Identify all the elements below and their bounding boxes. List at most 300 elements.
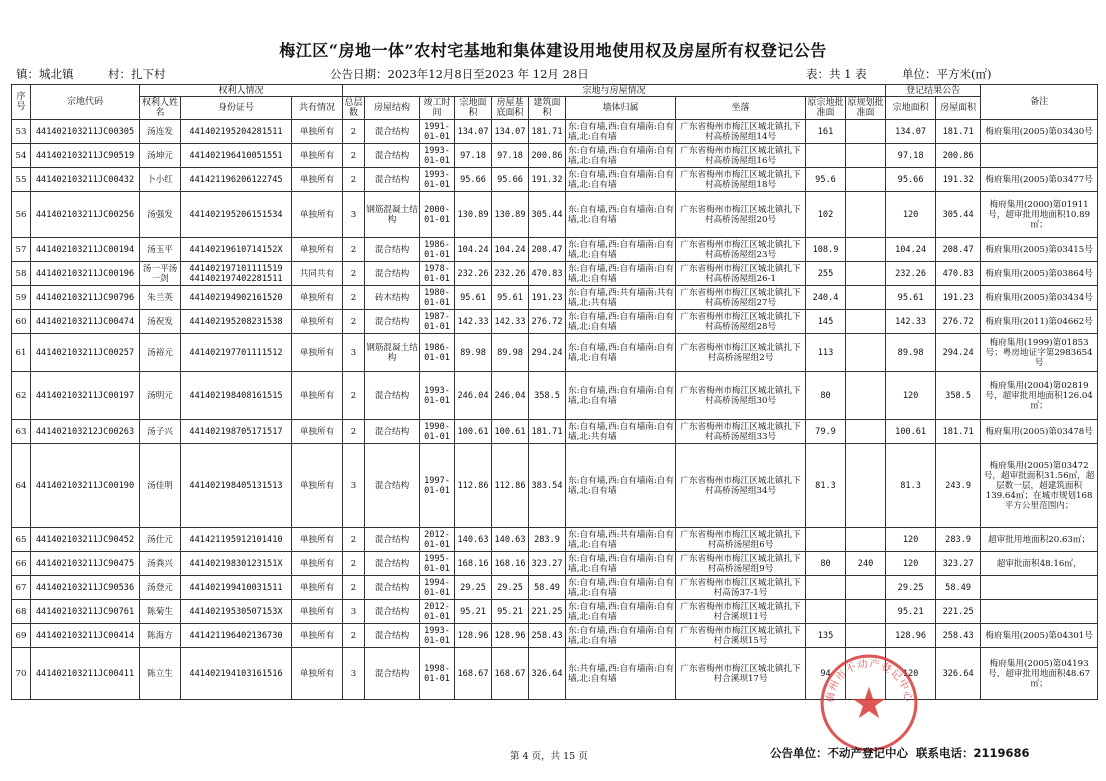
row-share: 共同共有	[292, 262, 343, 286]
row-orig-plan	[846, 576, 886, 600]
row-building-area: 208.47	[529, 238, 566, 262]
row-id: 441402199410031511	[181, 576, 292, 600]
row-walls: 东:自有墙,西:自有墙南:自有墙,北:自有墙	[566, 238, 676, 262]
row-base-area: 128.96	[492, 624, 529, 648]
row-location: 广东省梅州市梅江区城北镇扎下村高桥汤屋组14号	[676, 120, 806, 144]
row-floors: 2	[343, 120, 365, 144]
row-seq: 59	[12, 286, 31, 310]
row-seq: 69	[12, 624, 31, 648]
row-seq: 66	[12, 552, 31, 576]
row-reg-house: 191.32	[936, 168, 981, 192]
row-reg-house: 200.86	[936, 144, 981, 168]
row-completed: 1994-01-01	[420, 576, 455, 600]
row-reg-land: 95.61	[886, 286, 936, 310]
contact-phone: 联系电话：2119686	[916, 746, 1030, 760]
row-parcel-code: 441402103211JC00432	[31, 168, 140, 192]
row-remark: 梅府集用(2005)第03477号	[981, 168, 1098, 192]
row-base-area: 232.26	[492, 262, 529, 286]
row-seq: 55	[12, 168, 31, 192]
row-structure: 混合结构	[365, 576, 420, 600]
row-reg-land: 134.07	[886, 120, 936, 144]
row-land-area: 95.21	[455, 600, 492, 624]
row-structure: 混合结构	[365, 372, 420, 420]
row-base-area: 29.25	[492, 576, 529, 600]
row-floors: 3	[343, 444, 365, 528]
row-base-area: 95.66	[492, 168, 529, 192]
row-reg-house: 181.71	[936, 420, 981, 444]
row-location: 广东省梅州市梅江区城北镇扎下村高桥汤屋组9号	[676, 552, 806, 576]
unit-label: 单位：平方米(㎡)	[902, 67, 992, 81]
row-remark: 梅府集用(2005)第03430号	[981, 120, 1098, 144]
row-reg-house: 470.83	[936, 262, 981, 286]
row-completed: 2012-01-01	[420, 600, 455, 624]
row-orig-approved	[806, 528, 846, 552]
row-land-area: 95.61	[455, 286, 492, 310]
row-owner: 汤裕元	[140, 334, 181, 372]
row-id: 44140219610714152X	[181, 238, 292, 262]
registration-table	[11, 84, 1098, 700]
row-share: 单独所有	[292, 552, 343, 576]
row-floors: 2	[343, 144, 365, 168]
row-reg-house: 283.9	[936, 528, 981, 552]
row-reg-land: 142.33	[886, 310, 936, 334]
header-walls: 墙体归属	[566, 97, 676, 120]
table-row	[12, 420, 1098, 444]
row-orig-approved: 145	[806, 310, 846, 334]
row-owner: 汤仕元	[140, 528, 181, 552]
row-share: 单独所有	[292, 286, 343, 310]
row-floors: 2	[343, 310, 365, 334]
row-id: 441402195208231538	[181, 310, 292, 334]
row-share: 单独所有	[292, 192, 343, 238]
row-floors: 2	[343, 286, 365, 310]
row-completed: 1997-01-01	[420, 444, 455, 528]
table-row	[12, 576, 1098, 600]
row-parcel-code: 441402103211JC00257	[31, 334, 140, 372]
row-share: 单独所有	[292, 120, 343, 144]
header-seq: 序号	[12, 85, 31, 120]
table-row	[12, 238, 1098, 262]
row-walls: 东:自有墙,西:自有墙南:自有墙,北:共有墙	[566, 420, 676, 444]
row-building-area: 276.72	[529, 310, 566, 334]
row-base-area: 140.63	[492, 528, 529, 552]
row-walls: 东:自有墙,西:共有墙南:自有墙,北:自有墙	[566, 528, 676, 552]
row-walls: 东:自有墙,西:自有墙南:自有墙,北:自有墙	[566, 600, 676, 624]
table-row	[12, 168, 1098, 192]
row-id: 441402198408161515	[181, 372, 292, 420]
header-reg-land: 宗地面积	[886, 97, 936, 120]
row-orig-approved	[806, 576, 846, 600]
row-orig-plan	[846, 600, 886, 624]
row-share: 单独所有	[292, 624, 343, 648]
row-completed: 1986-01-01	[420, 238, 455, 262]
row-building-area: 470.83	[529, 262, 566, 286]
row-structure: 混合结构	[365, 168, 420, 192]
row-id: 441402195204281511	[181, 120, 292, 144]
row-share: 单独所有	[292, 444, 343, 528]
row-floors: 3	[343, 600, 365, 624]
row-orig-plan	[846, 238, 886, 262]
row-owner: 汤强发	[140, 192, 181, 238]
row-reg-house: 191.23	[936, 286, 981, 310]
row-owner: 陈菊生	[140, 600, 181, 624]
header-completed: 竣工时间	[420, 97, 455, 120]
row-walls: 东:自有墙,西:自有墙南:自有墙,北:自有墙	[566, 168, 676, 192]
row-seq: 67	[12, 576, 31, 600]
row-land-area: 29.25	[455, 576, 492, 600]
row-id: 441402197101111519 441402197402281511	[181, 262, 292, 286]
row-remark	[981, 576, 1098, 600]
row-remark	[981, 144, 1098, 168]
row-base-area: 89.98	[492, 334, 529, 372]
row-structure: 砖木结构	[365, 286, 420, 310]
row-owner: 陈海方	[140, 624, 181, 648]
row-owner: 汤一平汤一剑	[140, 262, 181, 286]
row-seq: 64	[12, 444, 31, 528]
row-owner: 汤坤元	[140, 144, 181, 168]
row-floors: 2	[343, 372, 365, 420]
row-floors: 2	[343, 420, 365, 444]
row-orig-approved: 94	[806, 648, 846, 700]
row-share: 单独所有	[292, 600, 343, 624]
header-floors: 总层数	[344, 98, 363, 118]
row-structure: 混合结构	[365, 528, 420, 552]
row-land-area: 128.96	[455, 624, 492, 648]
row-remark: 梅府集用(2004)第02819号，超审批用地面积126.04㎡；	[981, 372, 1098, 420]
row-walls: 东:自有墙,西:自有墙南:自有墙,北:自有墙	[566, 552, 676, 576]
row-owner: 卜小红	[140, 168, 181, 192]
row-id: 441421196402136730	[181, 624, 292, 648]
row-location: 广东省梅州市梅江区城北镇扎下村合溪坝11号	[676, 600, 806, 624]
row-share: 单独所有	[292, 576, 343, 600]
row-id: 441402195206151534	[181, 192, 292, 238]
row-location: 广东省梅州市梅江区城北镇扎下村高桥汤屋组23号	[676, 238, 806, 262]
row-completed: 1978-01-01	[420, 262, 455, 286]
row-remark: 梅府集用(2005)第03478号	[981, 420, 1098, 444]
row-walls: 东:自有墙,西:自有墙南:自有墙,北:自有墙	[566, 576, 676, 600]
row-walls: 东:自有墙,西:自有墙南:自有墙,北:自有墙	[566, 624, 676, 648]
row-orig-plan	[846, 528, 886, 552]
row-id: 441402196410051551	[181, 144, 292, 168]
row-location: 广东省梅州市梅江区城北镇扎下村高桥汤屋组30号	[676, 372, 806, 420]
row-land-area: 168.67	[455, 648, 492, 700]
seal-text: 梅州市不动产登记中心	[824, 658, 914, 704]
header-orig-plan: 原规划批准面	[846, 97, 886, 120]
header-base-area: 房屋基底面积	[492, 97, 529, 120]
row-floors: 3	[343, 648, 365, 700]
row-orig-plan	[846, 144, 886, 168]
row-id: 441402194902161520	[181, 286, 292, 310]
page-title: 梅江区“房地一体”农村宅基地和集体建设用地使用权及房屋所有权登记公告	[279, 41, 827, 60]
row-seq: 68	[12, 600, 31, 624]
row-structure: 混合结构	[365, 144, 420, 168]
row-parcel-code: 441402103211JC00256	[31, 192, 140, 238]
row-reg-land: 120	[886, 528, 936, 552]
row-completed: 1995-01-01	[420, 552, 455, 576]
row-id: 44140219530507153X	[181, 600, 292, 624]
row-land-area: 140.63	[455, 528, 492, 552]
row-building-area: 358.5	[529, 372, 566, 420]
header-remark: 备注	[981, 85, 1098, 120]
row-reg-land: 120	[886, 192, 936, 238]
row-walls: 东:自有墙,西:自有墙南:自有墙,北:自有墙	[566, 262, 676, 286]
row-reg-house: 323.27	[936, 552, 981, 576]
row-parcel-code: 441402103211JC00411	[31, 648, 140, 700]
row-reg-house: 181.71	[936, 120, 981, 144]
row-building-area: 283.9	[529, 528, 566, 552]
row-orig-approved	[806, 144, 846, 168]
table-row	[12, 262, 1098, 286]
row-parcel-code: 441402103211JC00196	[31, 262, 140, 286]
row-walls: 东:自有墙,西:自有墙南:自有墙,北:自有墙	[566, 310, 676, 334]
row-owner: 汤粪兴	[140, 552, 181, 576]
row-base-area: 100.61	[492, 420, 529, 444]
town-label: 镇：城北镇	[16, 67, 74, 81]
row-location: 广东省梅州市梅江区城北镇扎下村高桥汤屋组20号	[676, 192, 806, 238]
row-reg-house: 221.25	[936, 600, 981, 624]
row-seq: 53	[12, 120, 31, 144]
row-building-area: 326.64	[529, 648, 566, 700]
row-building-area: 200.86	[529, 144, 566, 168]
row-owner: 汤明元	[140, 372, 181, 420]
row-seq: 62	[12, 372, 31, 420]
row-land-area: 112.86	[455, 444, 492, 528]
row-orig-approved: 161	[806, 120, 846, 144]
table-row	[12, 648, 1098, 700]
row-base-area: 112.86	[492, 444, 529, 528]
row-location: 广东省梅州市梅江区城北镇扎下村高桥汤屋组27号	[676, 286, 806, 310]
row-reg-land: 97.18	[886, 144, 936, 168]
row-reg-house: 305.44	[936, 192, 981, 238]
row-floors: 2	[343, 168, 365, 192]
row-structure: 混合结构	[365, 624, 420, 648]
row-orig-plan	[846, 624, 886, 648]
row-floors: 2	[343, 576, 365, 600]
row-location: 广东省梅州市梅江区城北镇扎下村高桥汤屋组6号	[676, 528, 806, 552]
header-id: 身份证号	[181, 97, 292, 120]
row-seq: 56	[12, 192, 31, 238]
header-share: 共有情况	[292, 97, 343, 120]
row-location: 广东省梅州市梅江区城北镇扎下村合溪坝17号	[676, 648, 806, 700]
row-share: 单独所有	[292, 238, 343, 262]
row-land-area: 130.89	[455, 192, 492, 238]
row-reg-land: 95.21	[886, 600, 936, 624]
row-land-area: 104.24	[455, 238, 492, 262]
row-structure: 混合结构	[365, 444, 420, 528]
row-reg-land: 89.98	[886, 334, 936, 372]
row-orig-plan: 240	[846, 552, 886, 576]
row-id: 441421195912101410	[181, 528, 292, 552]
row-base-area: 246.04	[492, 372, 529, 420]
row-parcel-code: 441402103211JC90519	[31, 144, 140, 168]
row-seq: 58	[12, 262, 31, 286]
row-reg-house: 294.24	[936, 334, 981, 372]
row-building-area: 191.32	[529, 168, 566, 192]
row-base-area: 104.24	[492, 238, 529, 262]
row-remark: 梅府集用(2000)第01911号，超审批用地面积10.89㎡；	[981, 192, 1098, 238]
row-seq: 54	[12, 144, 31, 168]
row-structure: 混合结构	[365, 552, 420, 576]
row-location: 广东省梅州市梅江区城北镇扎下村高桥汤屋组34号	[676, 444, 806, 528]
row-reg-house: 243.9	[936, 444, 981, 528]
row-completed: 1998-01-01	[420, 648, 455, 700]
row-base-area: 95.61	[492, 286, 529, 310]
row-remark: 超审批用地面积20.63㎡；	[981, 528, 1098, 552]
row-base-area: 134.07	[492, 120, 529, 144]
row-orig-approved: 135	[806, 624, 846, 648]
row-land-area: 232.26	[455, 262, 492, 286]
table-row	[12, 444, 1098, 528]
row-orig-approved: 95.6	[806, 168, 846, 192]
row-building-area: 258.43	[529, 624, 566, 648]
row-parcel-code: 441402103211JC90796	[31, 286, 140, 310]
row-base-area: 168.16	[492, 552, 529, 576]
row-floors: 3	[343, 192, 365, 238]
row-id: 441402194103161516	[181, 648, 292, 700]
row-reg-house: 358.5	[936, 372, 981, 420]
row-floors: 2	[343, 238, 365, 262]
row-structure: 混合结构	[365, 238, 420, 262]
row-land-area: 100.61	[455, 420, 492, 444]
row-reg-land: 120	[886, 648, 936, 700]
row-location: 广东省梅州市梅江区城北镇扎下村高汤37-1号	[676, 576, 806, 600]
row-reg-land: 100.61	[886, 420, 936, 444]
row-orig-approved: 80	[806, 372, 846, 420]
row-completed: 2000-01-01	[420, 192, 455, 238]
row-reg-house: 258.43	[936, 624, 981, 648]
row-location: 广东省梅州市梅江区城北镇扎下村高桥汤屋组33号	[676, 420, 806, 444]
row-location: 广东省梅州市梅江区城北镇扎下村高桥汤屋组16号	[676, 144, 806, 168]
row-orig-plan	[846, 648, 886, 700]
row-walls: 东:共有墙,西:自有墙南:自有墙,北:自有墙	[566, 648, 676, 700]
row-seq: 65	[12, 528, 31, 552]
row-parcel-code: 441402103211JC90536	[31, 576, 140, 600]
row-floors: 3	[343, 334, 365, 372]
row-land-area: 142.33	[455, 310, 492, 334]
header-parcel-code: 宗地代码	[31, 85, 140, 120]
row-remark: 梅府集用(2005)第03472号，超审批面积31.56㎡，超层数一层，超建筑面积139.64㎡；在城市规划168平方公里范围内；	[981, 444, 1098, 528]
row-land-area: 97.18	[455, 144, 492, 168]
row-remark: 梅府集用(2005)第03434号	[981, 286, 1098, 310]
announcement-date: 公告日期：2023年12月8日至2023 年 12月 28日	[330, 67, 589, 81]
row-building-area: 58.49	[529, 576, 566, 600]
row-orig-plan	[846, 192, 886, 238]
row-structure: 钢筋混凝土结构	[365, 334, 420, 372]
row-completed: 1993-01-01	[420, 168, 455, 192]
row-floors: 2	[343, 624, 365, 648]
row-building-area: 181.71	[529, 420, 566, 444]
row-remark: 梅府集用(2011)第04662号	[981, 310, 1098, 334]
row-orig-plan	[846, 372, 886, 420]
row-share: 单独所有	[292, 310, 343, 334]
row-base-area: 168.67	[492, 648, 529, 700]
row-id: 44140219830123151X	[181, 552, 292, 576]
village-label: 村：扎下村	[108, 67, 166, 81]
row-walls: 东:自有墙,西:自有墙南:自有墙,北:自有墙	[566, 372, 676, 420]
row-orig-approved: 79.9	[806, 420, 846, 444]
row-base-area: 97.18	[492, 144, 529, 168]
row-completed: 1986-01-01	[420, 334, 455, 372]
row-parcel-code: 441402103211JC00190	[31, 444, 140, 528]
row-seq: 61	[12, 334, 31, 372]
header-structure: 房屋结构	[365, 97, 420, 120]
row-orig-plan	[846, 420, 886, 444]
row-walls: 东:自有墙,西:自有墙南:自有墙,北:自有墙	[566, 444, 676, 528]
row-share: 单独所有	[292, 168, 343, 192]
row-completed: 1980-01-01	[420, 286, 455, 310]
row-building-area: 383.54	[529, 444, 566, 528]
row-location: 广东省梅州市梅江区城北镇扎下村高桥汤屋组2号	[676, 334, 806, 372]
row-parcel-code: 441402103211JC90761	[31, 600, 140, 624]
row-remark	[981, 600, 1098, 624]
row-completed: 1990-01-01	[420, 420, 455, 444]
row-orig-plan	[846, 310, 886, 334]
header-owner-group: 权利人情况	[140, 85, 343, 97]
row-walls: 东:自有墙,西:自有墙南:自有墙,北:自有墙	[566, 144, 676, 168]
row-location: 广东省梅州市梅江区城北镇扎下村高桥汤屋组18号	[676, 168, 806, 192]
row-share: 单独所有	[292, 144, 343, 168]
row-structure: 钢筋混凝土结构	[365, 192, 420, 238]
row-land-area: 89.98	[455, 334, 492, 372]
table-row	[12, 144, 1098, 168]
header-location: 坐落	[676, 97, 806, 120]
row-orig-approved: 80	[806, 552, 846, 576]
publisher-name: 公告单位：不动产登记中心	[770, 746, 908, 760]
row-land-area: 134.07	[455, 120, 492, 144]
row-remark: 梅府集用(1999)第01853号；粤房地证字第2983654号	[981, 334, 1098, 372]
row-remark: 超审批面积48.16㎡，	[981, 552, 1098, 576]
row-reg-land: 95.66	[886, 168, 936, 192]
row-parcel-code: 441402103211JC00474	[31, 310, 140, 334]
row-remark: 梅府集用(2005)第03415号	[981, 238, 1098, 262]
row-id: 441402198405131513	[181, 444, 292, 528]
row-parcel-code: 441402103211JC90452	[31, 528, 140, 552]
row-reg-house: 326.64	[936, 648, 981, 700]
row-reg-land: 120	[886, 552, 936, 576]
header-building-area: 建筑面积	[529, 97, 566, 120]
row-parcel-code: 441402103211JC00197	[31, 372, 140, 420]
row-share: 单独所有	[292, 648, 343, 700]
row-orig-approved: 108.9	[806, 238, 846, 262]
row-completed: 1993-01-01	[420, 624, 455, 648]
row-reg-land: 120	[886, 372, 936, 420]
header-parcel-group: 宗地与房屋情况	[343, 85, 886, 97]
table-row	[12, 528, 1098, 552]
table-row	[12, 192, 1098, 238]
row-owner: 汤子兴	[140, 420, 181, 444]
table-row	[12, 310, 1098, 334]
row-floors: 2	[343, 262, 365, 286]
row-completed: 1993-01-01	[420, 372, 455, 420]
row-orig-approved: 81.3	[806, 444, 846, 528]
row-share: 单独所有	[292, 334, 343, 372]
row-id: 441421196206122745	[181, 168, 292, 192]
header-land-area: 宗地面积	[455, 97, 492, 120]
row-orig-plan	[846, 334, 886, 372]
row-owner: 汤佳明	[140, 444, 181, 528]
sheet-count: 表：共 1 表	[806, 67, 867, 81]
row-orig-approved	[806, 600, 846, 624]
row-orig-plan	[846, 262, 886, 286]
row-orig-plan	[846, 286, 886, 310]
table-row	[12, 334, 1098, 372]
row-walls: 东:自有墙,西:自有墙南:自有墙,北:自有墙	[566, 120, 676, 144]
row-base-area: 130.89	[492, 192, 529, 238]
row-structure: 混合结构	[365, 648, 420, 700]
table-row	[12, 624, 1098, 648]
row-parcel-code: 441402103211JC90475	[31, 552, 140, 576]
table-row	[12, 286, 1098, 310]
